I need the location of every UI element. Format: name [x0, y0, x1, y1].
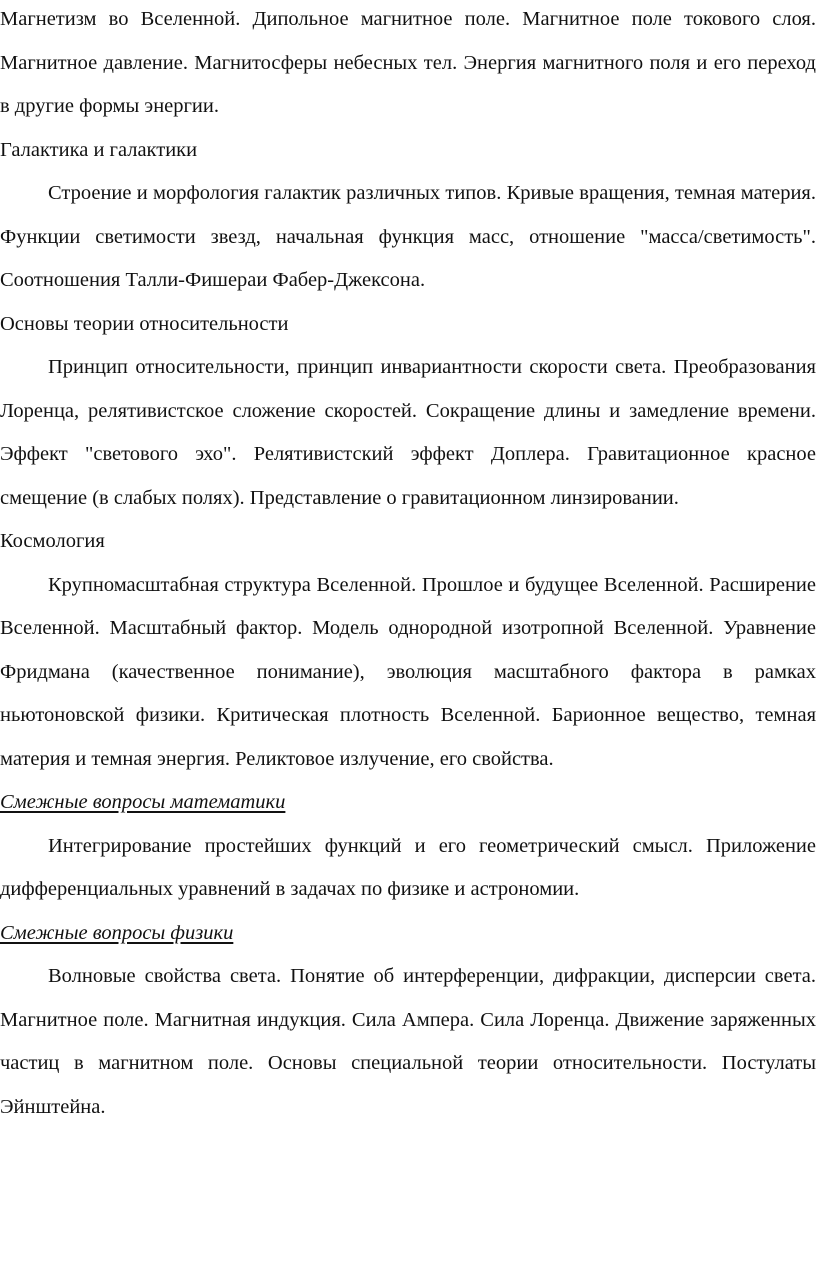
paragraph-cosmology: Крупномасштабная структура Вселенной. Прошлое и будущее Вселенной. Расширение Вселенной. Масштабный фактор. Модель однородной изотропной Вселенной. Уравнение Фридмана (качественное понимание), эволюция масштабного фактора в рамках ньютоновской физики. Критическая плотность Вселенной. Барионное вещество, темная материя и темная энергия. Реликтовое излучение, его свойства.	[0, 573, 816, 770]
paragraph-related-physics: Волновые свойства света. Понятие об интерференции, дифракции, дисперсии света. Магнитное поле. Магнитная индукция. Сила Ампера. Сила Лоренца. Движение заряженных частиц в магнитном поле. Основы специальной теории относительности. Постулаты Эйнштейна.	[0, 965, 816, 1118]
paragraph-magnetism: Магнетизм во Вселенной. Дипольное магнитное поле. Магнитное поле токового слоя. Магнитное давление. Магнитосферы небесных тел. Энергия магнитного поля и его переход в другие формы энергии.	[0, 8, 816, 117]
paragraph-galaxies: Строение и морфология галактик различных типов. Кривые вращения, темная материя. Функции светимости звезд, начальная функция масс, отношение "масса/светимость". Соотношения Талли-Фишераи Фабер-Джексона.	[0, 182, 816, 291]
heading-cosmology: Космология	[0, 530, 105, 552]
heading-galaxies: Галактика и галактики	[0, 138, 198, 161]
paragraph-related-math: Интегрирование простейших функций и его геометрический смысл. Приложение дифференциальных уравнений в задачах по физике и астрономии.	[0, 834, 816, 900]
heading-related-math: Смежные вопросы математики	[0, 791, 286, 813]
heading-related-physics: Смежные вопросы физики	[0, 921, 234, 944]
heading-relativity: Основы теории относительности	[0, 312, 289, 335]
paragraph-relativity: Принцип относительности, принцип инвариантности скорости света. Преобразования Лоренца, релятивистское сложение скоростей. Сокращение длины и замедление времени. Эффект "светового эхо". Релятивистский эффект Доплера. Гравитационное красное смещение (в слабых полях). Представление о гравитационном линзировании.	[0, 356, 816, 509]
